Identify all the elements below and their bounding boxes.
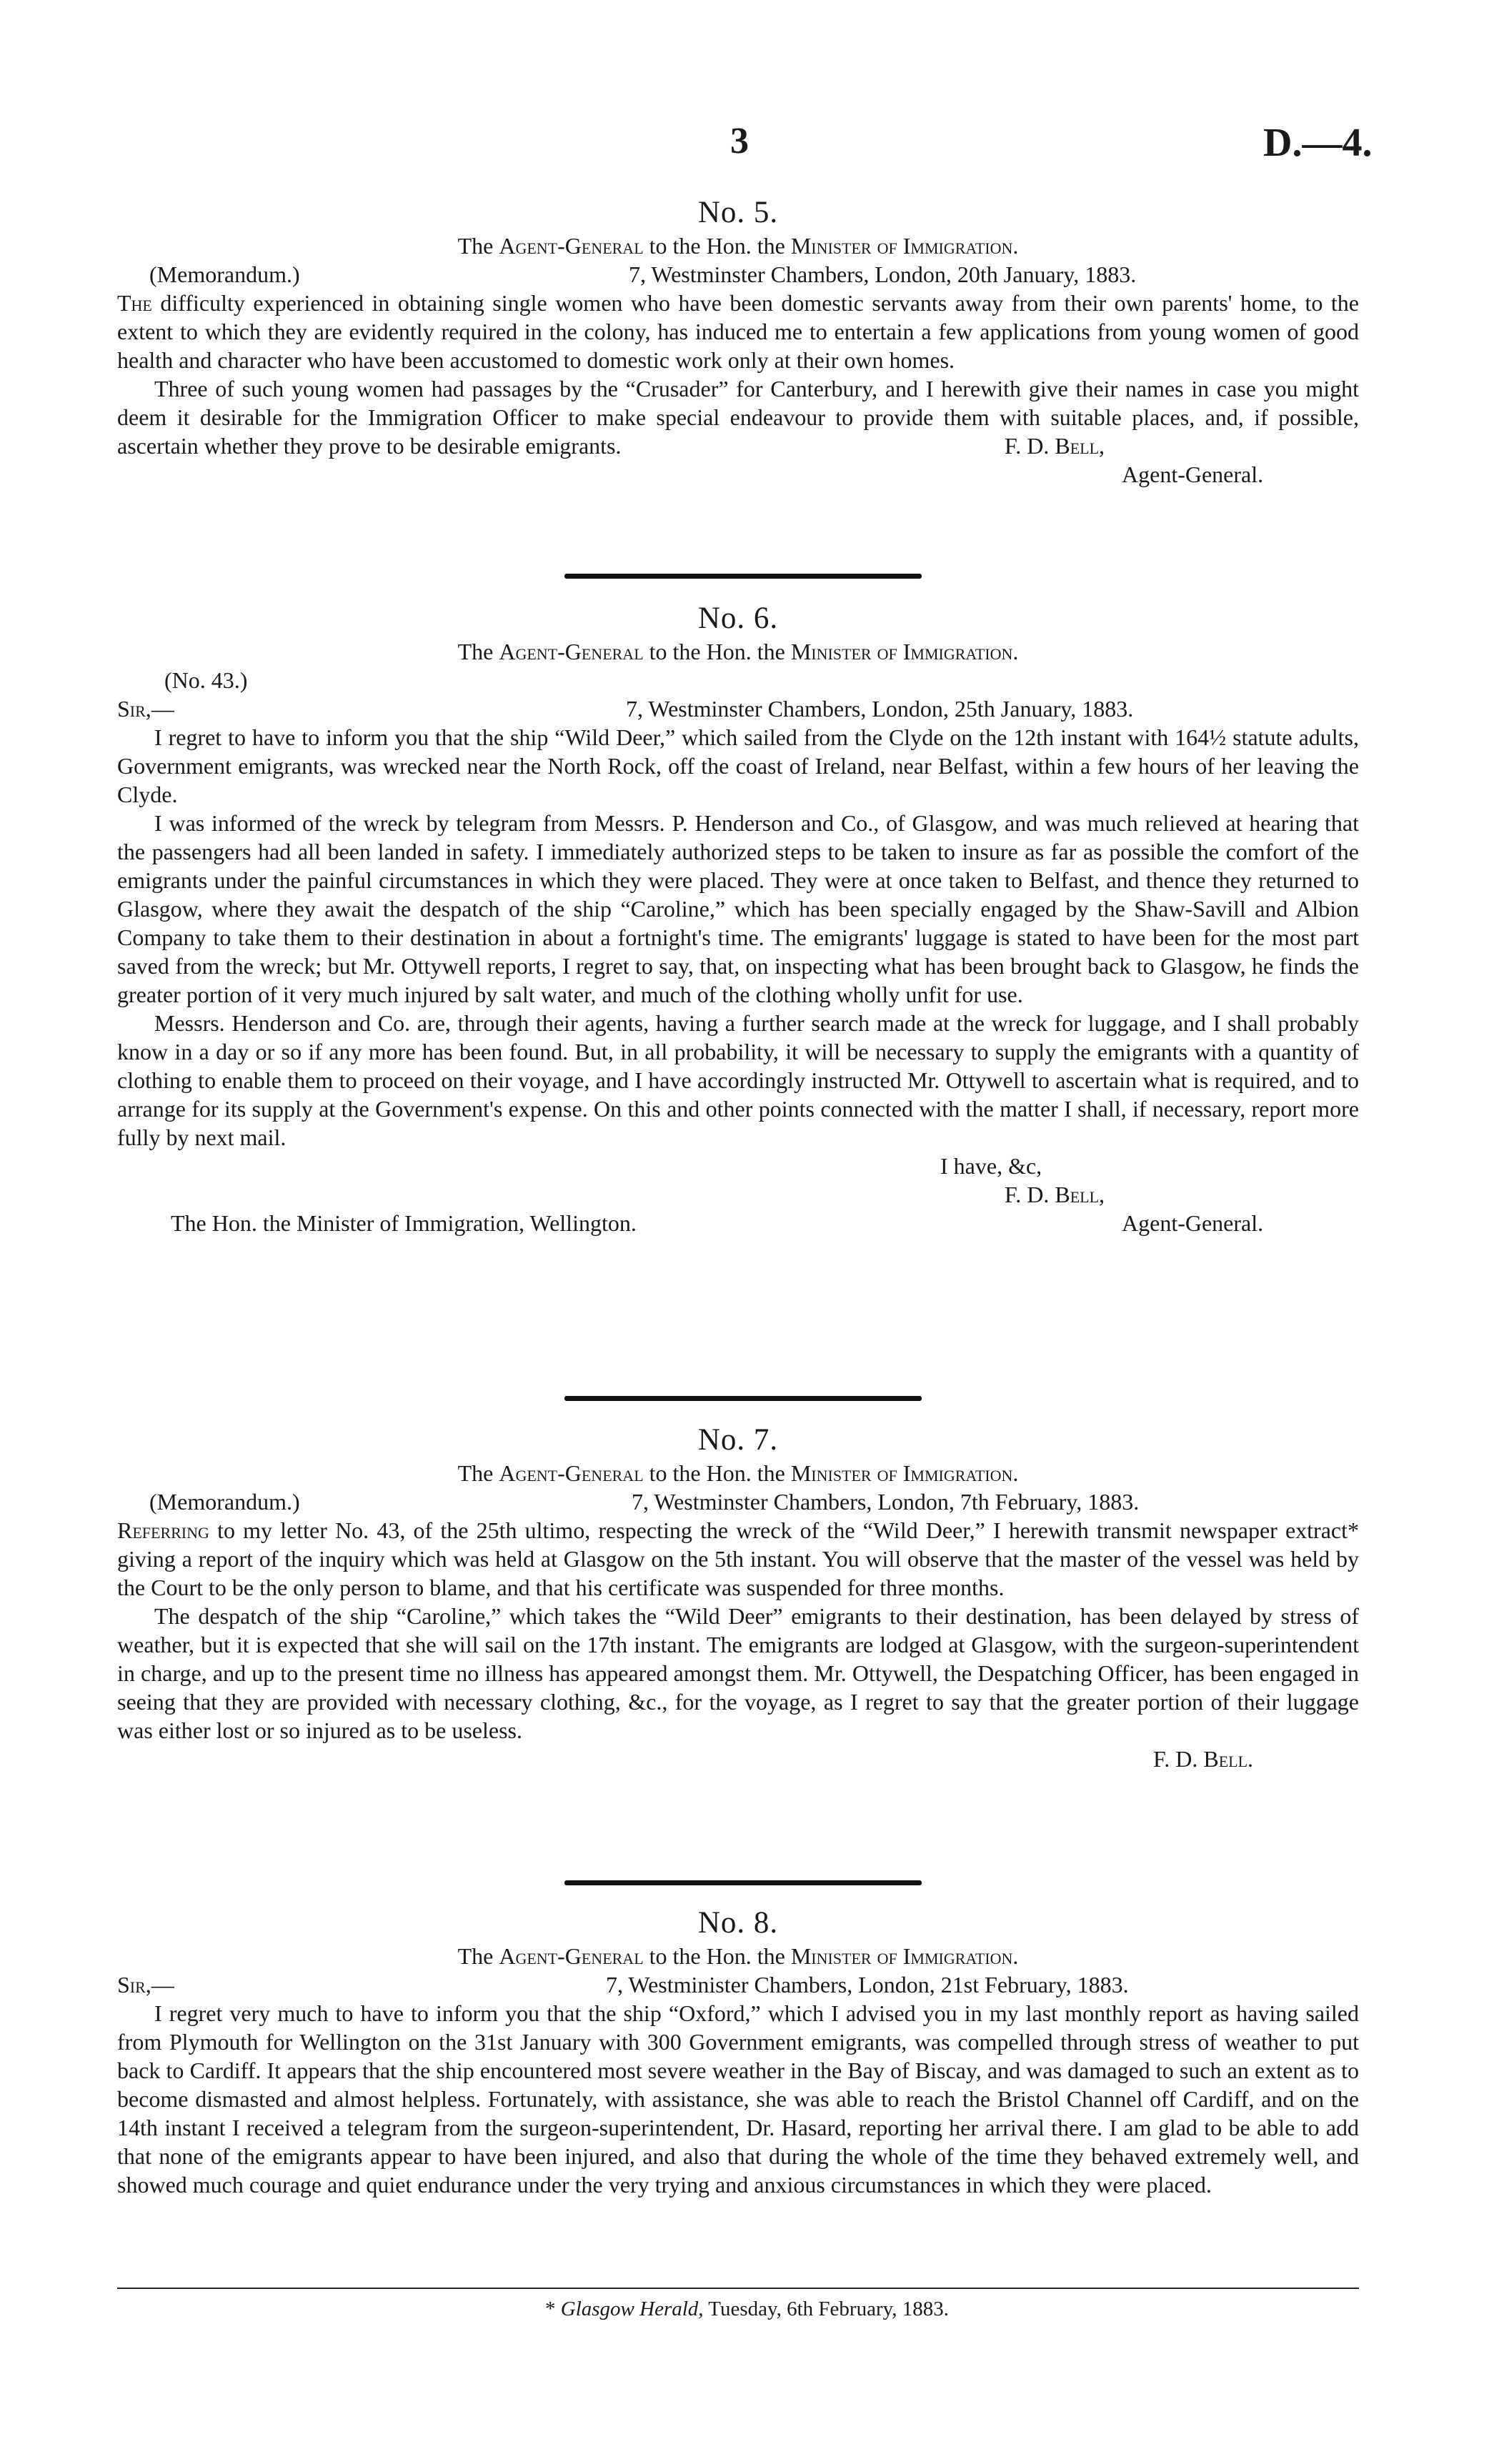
closing: I have, &c, <box>940 1153 1042 1179</box>
signature-title-row <box>117 460 1359 489</box>
reference-line: (Memorandum.) <box>149 1489 300 1515</box>
letter-no-7 <box>117 1422 1359 1773</box>
letter-paragraph: I was informed of the wreck by telegram from Messrs. P. Henderson and Co., of Glasgow, and was much relieved at hearing that the passengers had all been landed in safety. I immediately authorized steps to be taken to insure as far as possible the comfort of the emigrants under the painful circumstances in which they were placed. They were at once taken to Belfast, and thence they returned to Glasgow, where they await the despatch of the ship “Caroline,” which has been specially engaged by the Shaw-Savill and Albion Company to take them to their destination in about a fortnight's time. The emigrants' luggage is stated to have been for the most part saved from the wreck; but Mr. Ottywell reports, I regret to say, that, on inspecting what has been brought back to Glasgow, he finds the greater portion of it very much injured by salt water, and much of the clothing wholly unfit for use. <box>117 810 1359 1007</box>
letter-number: No. 5. <box>697 196 779 229</box>
signature-title: Agent-General. <box>1122 462 1264 487</box>
signature: F. D. Bell. <box>1153 1746 1254 1772</box>
footnote-rule <box>117 2288 1359 2289</box>
letter-from-to: The Agent-General to the Hon. the Minister of Immigration. <box>457 1460 1019 1486</box>
letter-header-row <box>117 260 1359 289</box>
page-number: 3 <box>730 121 749 161</box>
section-divider <box>564 1396 922 1401</box>
salutation: Sir,— <box>117 1972 174 1997</box>
letter-no-6 <box>117 600 1359 1237</box>
addressee: The Hon. the Minister of Immigration, Wellington. <box>171 1210 637 1236</box>
letter-header-row <box>117 694 1359 723</box>
letter-header-row <box>117 1487 1359 1516</box>
letter-paragraph: Messrs. Henderson and Co. are, through their agents, having a further search made at the wreck for luggage, and I shall probably know in a day or so if any more has been found. But, in all probability, it will be necessary to supply the emigrants with a quantity of clothing to enable them to proceed on their voyage, and I have accordingly instructed Mr. Ottywell to ascertain what is required, and to arrange for its supply at the Government's expense. On this and other points connected with the matter I shall, if necessary, report more fully by next mail. <box>117 1010 1359 1150</box>
letter-address: 7, Westminster Chambers, London, 7th February, 1883. <box>632 1489 1140 1515</box>
addressee-row <box>117 1209 1359 1237</box>
signature-row <box>117 1745 1359 1773</box>
signature-row <box>117 432 1359 460</box>
reference-line: (No. 43.) <box>164 667 248 693</box>
letter-paragraph: The difficulty experienced in obtaining single women who have been domestic servants away from their own parents' home, to the extent to which they are evidently required in the colony, has induced me to entertain a few applications from young women of good health and character who have been accustomed to domestic work only at their own homes. <box>117 290 1360 373</box>
reference-line: (Memorandum.) <box>149 261 300 287</box>
section-divider <box>564 1880 922 1885</box>
signature: F. D. Bell, <box>1005 1182 1105 1207</box>
letter-address: 7, Westminister Chambers, London, 21st February, 1883. <box>606 1972 1129 1997</box>
letter-paragraph: Three of such young women had passages by the “Crusader” for Canterbury, and I herewith give their names in case you might deem it desirable for the Immigration Officer to make special endeavour to provide them with suitable places, and, if possible, ascertain whether they prove to be desirable emigrants. <box>117 376 1359 459</box>
salutation: Sir,— <box>117 696 174 722</box>
letter-address: 7, Westminster Chambers, London, 25th January, 1883. <box>626 696 1134 722</box>
document-reference: D.—4. <box>1263 121 1373 165</box>
signature-title: Agent-General. <box>1122 1210 1264 1236</box>
reference-row <box>117 666 1359 694</box>
letter-number: No. 6. <box>697 602 779 635</box>
letter-number: No. 8. <box>697 1906 779 1940</box>
signature-row <box>117 1180 1359 1209</box>
letter-from-to: The Agent-General to the Hon. the Minister of Immigration. <box>457 1943 1019 1969</box>
closing-row <box>117 1152 1359 1180</box>
letter-paragraph: I regret to have to inform you that the ship “Wild Deer,” which sailed from the Clyde on the 12th instant with 164½ statute adults, Government emigrants, was wrecked near the North Rock, off the coast of Ireland, near Belfast, within a few hours of her leaving the Clyde. <box>117 724 1359 807</box>
letter-address: 7, Westminster Chambers, London, 20th January, 1883. <box>629 261 1137 287</box>
letter-from-to: The Agent-General to the Hon. the Minister of Immigration. <box>457 639 1019 664</box>
letter-paragraph: Referring to my letter No. 43, of the 25th ultimo, respecting the wreck of the “Wild Deer,” I herewith transmit newspaper extract* giving a report of the inquiry which was held at Glasgow on the 5th instant. You will observe that the master of the vessel was held by the Court to be the only person to blame, and that his certificate was suspended for three months. <box>117 1517 1360 1600</box>
letter-no-8 <box>117 1905 1359 2199</box>
letter-no-5 <box>117 194 1359 489</box>
letter-from-to: The Agent-General to the Hon. the Minister of Immigration. <box>457 233 1019 259</box>
letter-paragraph: I regret very much to have to inform you that the ship “Oxford,” which I advised you in my last monthly report as having sailed from Plymouth for Wellington on the 31st January with 300 Government emigrants, was compelled through stress of weather to put back to Cardiff. It appears that the ship encountered most severe weather in the Bay of Biscay, and was damaged to such an extent as to become dismasted and almost helpless. Fortunately, with assistance, she was able to reach the Bristol Channel off Cardiff, and on the 14th instant I received a telegram from the surgeon-superintendent, Dr. Hasard, reporting her arrival there. I am glad to be able to add that none of the emigrants appear to have been injured, and also that during the whole of the time they behaved extremely well, and showed much courage and quiet endurance under the very trying and anxious circumstances in which they were placed. <box>117 2000 1359 2198</box>
section-divider <box>564 574 922 579</box>
letter-paragraph: The despatch of the ship “Caroline,” which takes the “Wild Deer” emigrants to their destination, has been delayed by stress of weather, but it is expected that she will sail on the 17th instant. The emigrants are lodged at Glasgow, with the surgeon-superintendent in charge, and up to the present time no illness has appeared amongst them. Mr. Ottywell, the Despatching Officer, has been engaged in seeing that they are provided with necessary clothing, &c., for the voyage, as I regret to say that the greater portion of their luggage was either lost or so injured as to be useless. <box>117 1603 1359 1743</box>
footnote: * Glasgow Herald, Tuesday, 6th February, 1883. <box>545 2298 949 2320</box>
letter-number: No. 7. <box>697 1423 779 1457</box>
letter-header-row <box>117 1970 1359 1999</box>
signature: F. D. Bell, <box>1005 433 1105 459</box>
